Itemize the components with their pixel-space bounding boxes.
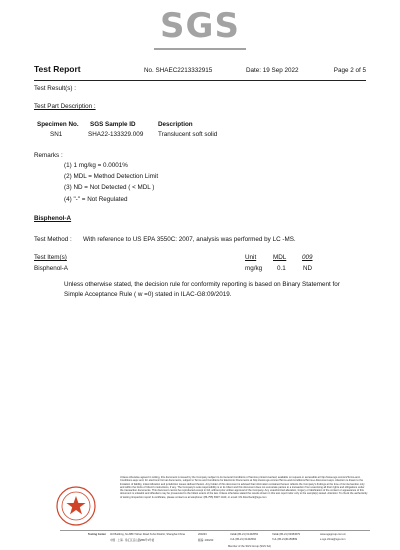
section-title: Bisphenol-A xyxy=(34,215,72,222)
remark-item: (4) "-" = Not Regulated xyxy=(64,196,128,203)
row-test-item: Bisphenol-A xyxy=(34,265,68,272)
page-indicator: Page 2 of 5 xyxy=(333,67,366,74)
sgs-logo xyxy=(148,6,252,46)
test-results-heading: Test Result(s) : xyxy=(34,85,76,92)
col-header-mdl: MDL xyxy=(273,254,287,261)
footer-address-cn: 中国 · 上海 · 徐汇区宜山路889号3号楼 xyxy=(110,539,155,542)
report-header xyxy=(34,66,366,80)
part-description-heading: Test Part Description : xyxy=(34,103,96,110)
footer-group-line: Member of the SGS Group (SGS SA) xyxy=(228,545,271,548)
footer-fax-cn: f HL (86-21)61156899 xyxy=(272,538,298,541)
sgs-logo-text: SGS xyxy=(160,6,240,46)
footer-disclaimer: Unless otherwise agreed in writing, this document is issued by the Company subject to its General Conditions of Service printed overleaf, available on request or accessible at http://www.sgs.com/en/Terms-and-Conditions.aspx and, for electronic format documents, subject to Terms and Conditions for Electronic Documents at http://www.sgs.com/en/Terms-and-Conditions/Terms-e-Document.aspx. Attention is drawn to the limitation of liability, indemnification and jurisdiction issues defined therein. Any holder of this document is advised that information contained hereon reflects the Company's findings at the time of its intervention only and within the limits of Client's instructions, if any. The Company's sole responsibility is to its Client and this document does not exonerate parties to a transaction from exercising all their rights and obligations under the transaction documents. This document cannot be reproduced except in full, without prior written approval of the Company. Any unauthorized alteration, forgery or falsification of the content or appearance of this document is unlawful and offenders may be prosecuted to the fullest extent of the law. Unless otherwise stated the results shown in this test report refer only to the sample(s) tested. Attention: To check the authenticity of testing /inspection report & certificate, please contact us at telephone: (86-755) 8307 1443, or email: CN.Doccheck@sgs.com xyxy=(120,476,368,499)
sgs-logo-underline xyxy=(154,48,246,50)
row-result: ND xyxy=(303,265,313,272)
remark-item: (3) ND = Not Detected ( < MDL ) xyxy=(64,184,155,191)
footer-phone: t E&E (86-21) 61402553 xyxy=(230,533,258,536)
remark-item: (1) 1 mg/kg = 0.0001% xyxy=(64,162,128,169)
footer-postcode-cn: 邮编: 200233 xyxy=(198,539,214,542)
report-number: No. SHAEC2213332915 xyxy=(144,67,213,74)
remark-item: (2) MDL = Method Detection Limit xyxy=(64,173,159,180)
footer-address-block xyxy=(88,533,368,545)
row-mdl: 0.1 xyxy=(277,265,286,272)
footer-side-text: Testing Center xyxy=(88,533,106,536)
remarks-title: Remarks : xyxy=(34,152,63,159)
decision-rule-line-1: Unless otherwise stated, the decision rule for conformity reporting is based on Binary Statement for xyxy=(64,281,340,288)
col-header-unit: Unit xyxy=(245,254,257,261)
footer-email: e sgs.china@sgs.com xyxy=(320,538,346,541)
decision-rule-line-2: Simple Acceptance Rule ( w =0) stated in ILAC-G8:09/2019. xyxy=(64,291,232,298)
footer-postcode: 200233 xyxy=(198,533,207,536)
footer-divider xyxy=(60,530,370,531)
row-unit: mg/kg xyxy=(245,265,263,272)
col-header-sample: 009 xyxy=(302,254,313,261)
col-header-test-item: Test Item(s) xyxy=(34,254,67,261)
col-header-sample-id: SGS Sample ID xyxy=(90,121,136,128)
footer-address: 3rd Building, No.889 Yishan Road Xuhui District, Shanghai China xyxy=(110,533,185,536)
cell-specimen-no: SN1 xyxy=(50,131,63,138)
col-header-specimen: Specimen No. xyxy=(37,121,79,128)
footer-fax: f E&E (86-21) 64953679 xyxy=(272,533,300,536)
report-date: Date: 19 Sep 2022 xyxy=(246,67,299,74)
col-header-description: Description xyxy=(158,121,193,128)
cell-sample-id: SHA22-133329.009 xyxy=(88,131,144,138)
test-method-label: Test Method : xyxy=(34,236,72,243)
footer-web: www.sgsgroup.com.cn xyxy=(320,533,346,536)
report-title: Test Report xyxy=(34,64,81,74)
footer-phone-cn: t HL (86-21) 61402594 xyxy=(230,538,257,541)
header-divider xyxy=(34,80,366,81)
testing-center-seal-icon xyxy=(56,486,96,526)
test-method-text: With reference to US EPA 3550C: 2007, analysis was performed by LC -MS. xyxy=(83,236,296,243)
cell-description: Translucent soft solid xyxy=(158,131,218,138)
